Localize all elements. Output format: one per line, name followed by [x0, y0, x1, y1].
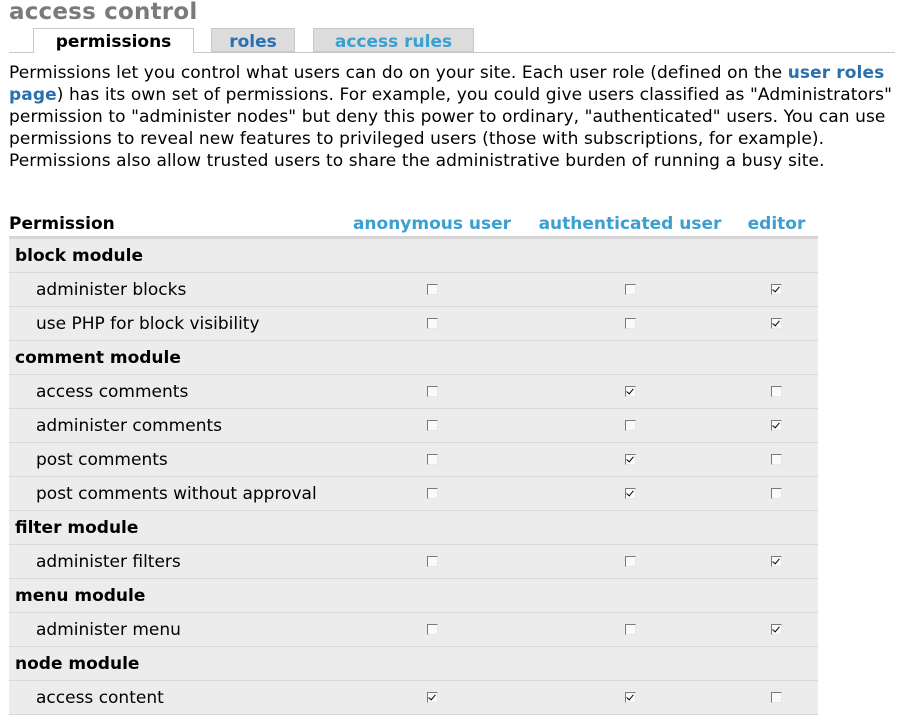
permission-checkbox-authenticated-user[interactable] [625, 420, 636, 431]
checkbox-cell-anonymous-user [339, 375, 525, 409]
checkbox-cell-editor [735, 477, 818, 511]
permission-row [9, 307, 818, 341]
permission-checkbox-anonymous-user[interactable] [427, 488, 438, 499]
permission-checkbox-anonymous-user[interactable] [427, 624, 438, 635]
checkbox-cell-editor [735, 613, 818, 647]
permission-label: access comments [9, 375, 339, 409]
permission-row [9, 477, 818, 511]
checkbox-cell-authenticated-user [525, 409, 735, 443]
module-header-row [9, 579, 818, 613]
permission-checkbox-editor[interactable] [771, 420, 782, 431]
permission-checkbox-anonymous-user[interactable] [427, 284, 438, 295]
checkbox-cell-authenticated-user [525, 477, 735, 511]
permission-label: use PHP for block visibility [9, 307, 339, 341]
checkbox-cell-authenticated-user [525, 545, 735, 579]
permission-checkbox-authenticated-user[interactable] [625, 284, 636, 295]
intro-text-part1: Permissions let you control what users can do on your site. Each user role (defined on the [9, 63, 788, 83]
user-roles-page-link[interactable]: user roles page [9, 63, 885, 105]
permission-row [9, 409, 818, 443]
module-header-row [9, 511, 818, 545]
permission-checkbox-authenticated-user[interactable] [625, 318, 636, 329]
column-header-permission: Permission [9, 212, 339, 238]
checkbox-cell-anonymous-user [339, 443, 525, 477]
checkbox-cell-anonymous-user [339, 681, 525, 715]
permission-checkbox-editor[interactable] [771, 488, 782, 499]
permission-row [9, 545, 818, 579]
module-name: block module [9, 238, 818, 273]
module-name: comment module [9, 341, 818, 375]
column-header-editor: editor [735, 212, 818, 238]
checkbox-cell-anonymous-user [339, 307, 525, 341]
permission-checkbox-editor[interactable] [771, 692, 782, 703]
permission-row [9, 273, 818, 307]
checkbox-cell-anonymous-user [339, 613, 525, 647]
permission-checkbox-authenticated-user[interactable] [625, 624, 636, 635]
module-header-row [9, 341, 818, 375]
tab-roles[interactable]: roles [211, 28, 295, 52]
permission-label: post comments without approval [9, 477, 339, 511]
checkbox-cell-anonymous-user [339, 273, 525, 307]
column-header-authenticated-user: authenticated user [525, 212, 735, 238]
permission-checkbox-authenticated-user[interactable] [625, 556, 636, 567]
permission-row [9, 443, 818, 477]
permission-checkbox-anonymous-user[interactable] [427, 420, 438, 431]
intro-text-part2: ) has its own set of permissions. For example, you could give users classified as "Administrators" permission to "administer nodes" but deny this power to ordinary, "authenticated" users. You can use permissions to reveal new features to privileged users (those with subscriptions, for example). Permissions also allow trusted users to share the administrative burden of running a busy site. [9, 85, 892, 171]
permission-label: access content [9, 681, 339, 715]
permission-checkbox-authenticated-user[interactable] [625, 488, 636, 499]
permission-checkbox-editor[interactable] [771, 556, 782, 567]
permission-label: administer menu [9, 613, 339, 647]
checkbox-cell-editor [735, 375, 818, 409]
permission-checkbox-anonymous-user[interactable] [427, 454, 438, 465]
permission-checkbox-authenticated-user[interactable] [625, 454, 636, 465]
permission-row [9, 613, 818, 647]
checkbox-cell-editor [735, 681, 818, 715]
checkbox-cell-anonymous-user [339, 409, 525, 443]
permission-label: administer blocks [9, 273, 339, 307]
permission-checkbox-editor[interactable] [771, 284, 782, 295]
module-name: filter module [9, 511, 818, 545]
permission-checkbox-editor[interactable] [771, 454, 782, 465]
permission-label: post comments [9, 443, 339, 477]
module-name: menu module [9, 579, 818, 613]
permission-checkbox-anonymous-user[interactable] [427, 556, 438, 567]
module-name: node module [9, 647, 818, 681]
checkbox-cell-authenticated-user [525, 443, 735, 477]
checkbox-cell-authenticated-user [525, 307, 735, 341]
checkbox-cell-editor [735, 307, 818, 341]
permissions-table [9, 212, 818, 715]
checkbox-cell-editor [735, 545, 818, 579]
table-header-row [9, 212, 818, 238]
permission-row [9, 375, 818, 409]
checkbox-cell-editor [735, 409, 818, 443]
tab-access-rules[interactable]: access rules [313, 28, 474, 52]
permissions-table-body [9, 238, 818, 715]
checkbox-cell-anonymous-user [339, 477, 525, 511]
permission-checkbox-anonymous-user[interactable] [427, 692, 438, 703]
permission-row [9, 681, 818, 715]
checkbox-cell-authenticated-user [525, 273, 735, 307]
checkbox-cell-editor [735, 273, 818, 307]
checkbox-cell-anonymous-user [339, 545, 525, 579]
module-header-row [9, 238, 818, 273]
checkbox-cell-authenticated-user [525, 681, 735, 715]
permission-checkbox-authenticated-user[interactable] [625, 692, 636, 703]
checkbox-cell-editor [735, 443, 818, 477]
permission-checkbox-anonymous-user[interactable] [427, 318, 438, 329]
column-header-anonymous-user: anonymous user [339, 212, 525, 238]
permission-checkbox-editor[interactable] [771, 386, 782, 397]
intro-text [9, 62, 899, 172]
permission-label: administer comments [9, 409, 339, 443]
module-header-row [9, 647, 818, 681]
permission-label: administer filters [9, 545, 339, 579]
permission-checkbox-anonymous-user[interactable] [427, 386, 438, 397]
tab-permissions[interactable]: permissions [33, 28, 194, 53]
checkbox-cell-authenticated-user [525, 613, 735, 647]
page-title: access control [9, 0, 198, 25]
permission-checkbox-authenticated-user[interactable] [625, 386, 636, 397]
checkbox-cell-authenticated-user [525, 375, 735, 409]
permission-checkbox-editor[interactable] [771, 318, 782, 329]
permission-checkbox-editor[interactable] [771, 624, 782, 635]
